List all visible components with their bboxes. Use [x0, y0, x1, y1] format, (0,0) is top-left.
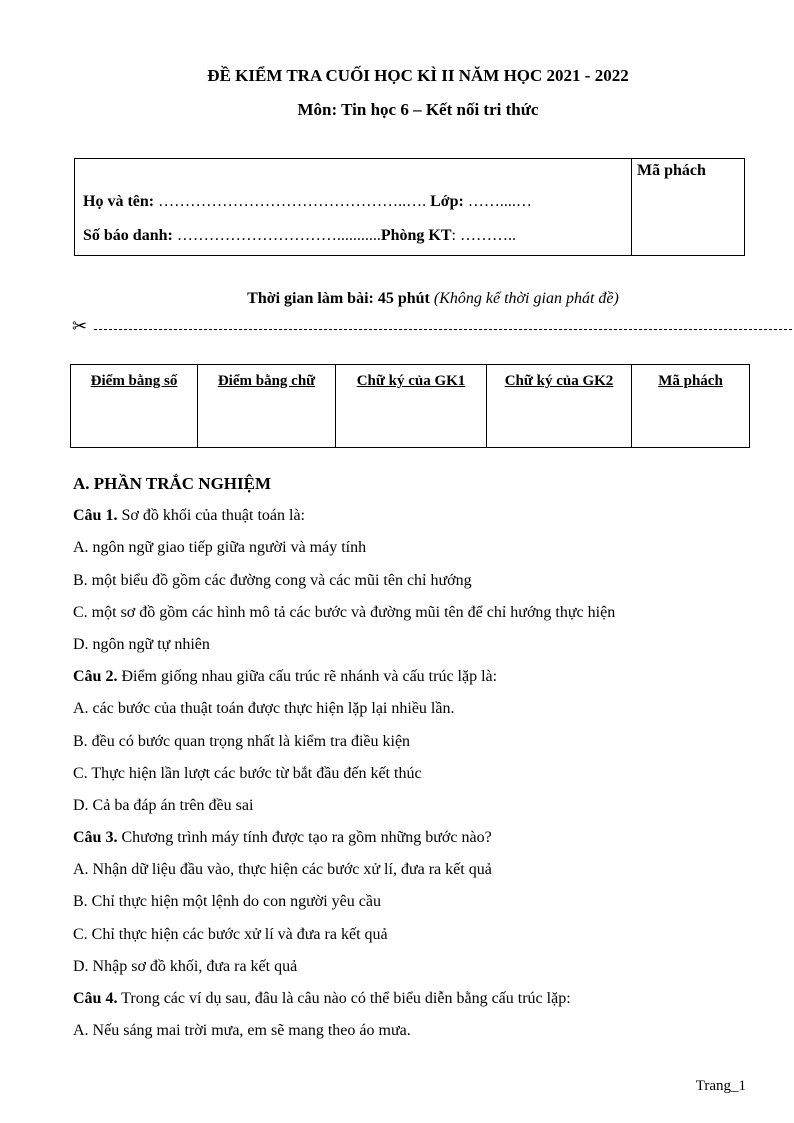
cut-line — [72, 316, 792, 336]
question-number: Câu 3. — [73, 829, 118, 847]
question-1 — [73, 505, 773, 537]
time-note: (Không kể thời gian phát đề) — [433, 290, 619, 307]
dashed-divider — [94, 329, 792, 330]
question-number: Câu 4. — [73, 990, 118, 1007]
question-number: Câu 1. — [73, 507, 118, 525]
option: C. một sơ đồ gồm các hình mô tả các bước và đường mũi tên để chỉ hướng thực hiện — [73, 603, 616, 621]
name-label: Họ và tên: — [83, 193, 155, 210]
id-blank: …………………………........... — [172, 227, 381, 244]
id-line — [83, 227, 516, 245]
score-number-header: Điểm bằng số — [71, 365, 198, 448]
option: D. ngôn ngữ tự nhiên — [73, 635, 210, 653]
option: A. ngôn ngữ giao tiếp giữa người và máy tính — [73, 539, 367, 557]
time-line — [0, 290, 794, 308]
option: B. đều có bước quan trọng nhất là kiểm tra điều kiện — [73, 732, 411, 750]
ma-phach-header: Mã phách — [632, 365, 750, 448]
exam-title: ĐỀ KIỂM TRA CUỐI HỌC KÌ II NĂM HỌC 2021 - 2022 — [207, 66, 629, 85]
option: C. Thực hiện lần lượt các bước từ bắt đầu đến kết thúc — [73, 764, 422, 782]
time-label: Thời gian làm bài: 45 phút — [247, 290, 434, 307]
box-divider — [631, 159, 632, 255]
question-text: Sơ đồ khối của thuật toán là: — [117, 507, 305, 525]
question-4 — [73, 988, 773, 1020]
name-line — [83, 193, 532, 211]
class-blank: ……....… — [463, 193, 532, 210]
option: B. một biểu đồ gồm các đường cong và các mũi tên chỉ hướng — [73, 571, 472, 589]
class-label: Lớp: — [430, 193, 464, 210]
option: A. Nhận dữ liệu đầu vào, thực hiện các bước xử lí, đưa ra kết quả — [73, 861, 492, 879]
question-text: Trong các ví dụ sau, đâu là câu nào có thể biểu diễn bằng cấu trúc lặp: — [117, 990, 571, 1007]
question-number: Câu 2. — [73, 668, 118, 686]
option: D. Cả ba đáp án trên đều sai — [73, 796, 254, 814]
score-words-header: Điểm bằng chữ — [198, 365, 336, 448]
signature-gk1-header: Chữ ký của GK1 — [336, 365, 487, 448]
section-title: A. PHẦN TRẮC NGHIỆM — [73, 474, 272, 493]
question-3 — [73, 827, 773, 859]
scissors-icon: ✂ — [72, 316, 88, 336]
ma-phach-label: Mã phách — [637, 162, 706, 179]
exam-subject: Môn: Tin học 6 – Kết nối tri thức — [297, 100, 539, 119]
option: C. Chỉ thực hiện các bước xử lí và đưa ra kết quả — [73, 925, 388, 943]
student-info-box — [74, 158, 745, 256]
option: A. các bước của thuật toán được thực hiện lặp lại nhiều lần. — [73, 700, 455, 718]
option: B. Chỉ thực hiện một lệnh do con người yêu cầu — [73, 893, 381, 911]
room-blank: : ……….. — [451, 227, 516, 244]
question-text: Điểm giống nhau giữa cấu trúc rẽ nhánh và cấu trúc lặp là: — [117, 668, 498, 686]
score-table — [70, 364, 750, 448]
question-2 — [73, 666, 773, 698]
name-blank: ………………………………………..…. — [154, 193, 431, 210]
page-number: Trang_1 — [695, 1078, 746, 1094]
exam-content — [73, 473, 773, 1052]
room-label: Phòng KT — [380, 227, 452, 244]
signature-gk2-header: Chữ ký của GK2 — [487, 365, 632, 448]
id-label: Số báo danh: — [83, 227, 173, 244]
question-text: Chương trình máy tính được tạo ra gồm những bước nào? — [117, 829, 492, 847]
option: D. Nhập sơ đồ khối, đưa ra kết quả — [73, 957, 298, 975]
option: A. Nếu sáng mai trời mưa, em sẽ mang theo áo mưa. — [73, 1022, 411, 1040]
